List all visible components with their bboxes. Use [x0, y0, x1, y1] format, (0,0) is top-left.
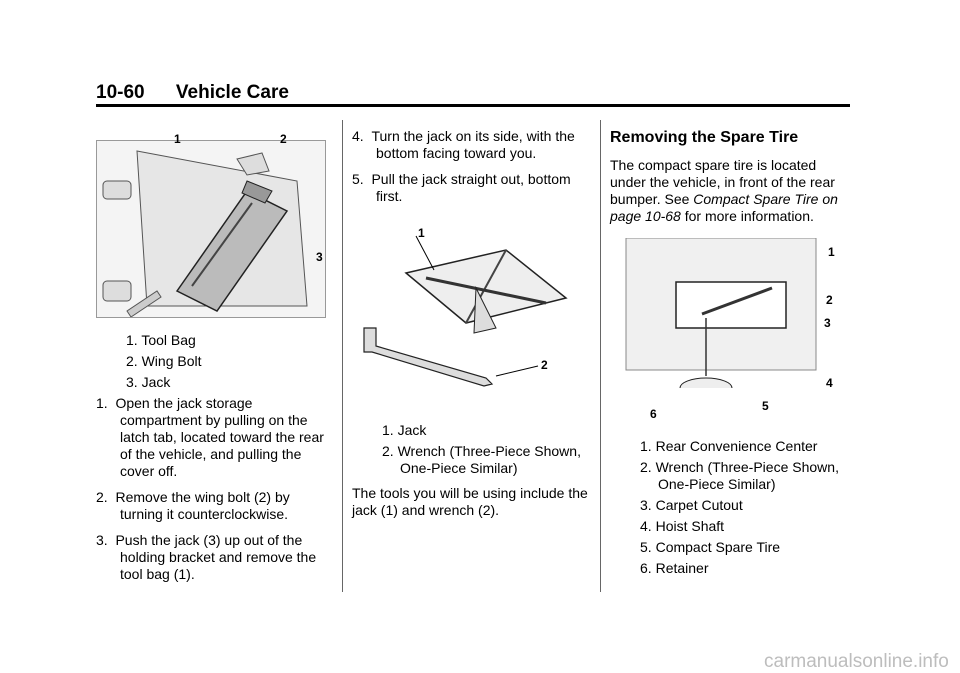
figure-captions	[96, 332, 336, 391]
figure-callout: 2	[826, 293, 833, 307]
page-header	[96, 82, 289, 104]
caption-item: 5. Compact Spare Tire	[640, 539, 781, 555]
column-2-steps	[352, 128, 592, 214]
figure-callout: 1	[828, 245, 835, 259]
watermark: carmanualsonline.info	[764, 651, 949, 672]
step-item: 3. Push the jack (3) up out of the holding bracket and remove the tool bag (1).	[96, 532, 317, 582]
caption-item: 2. Wing Bolt	[126, 353, 202, 369]
cross-reference-link[interactable]: Compact Spare Tire on page 10-68	[610, 191, 838, 224]
caption-item: 1. Jack	[382, 422, 427, 438]
spare-tire-illustration	[622, 238, 820, 388]
step-item: 1. Open the jack storage compartment by pulling on the latch tab, located toward the rear of the vehicle, and pulling the cover off.	[96, 395, 324, 479]
figure-callout: 2	[280, 132, 287, 146]
column-1-text	[96, 332, 336, 592]
column-3-intro	[610, 128, 850, 225]
caption-item: 3. Carpet Cutout	[640, 497, 743, 513]
caption-item: 2. Wrench (Three-Piece Shown, One-Piece Similar)	[382, 443, 581, 476]
column-3-captions	[610, 438, 850, 581]
page-number: 10-60	[96, 82, 145, 103]
caption-item: 6. Retainer	[640, 560, 709, 576]
step-item: 5. Pull the jack straight out, bottom first.	[352, 171, 571, 204]
steps-list	[352, 128, 592, 205]
column-2-text	[352, 422, 592, 519]
caption-item: 1. Rear Convenience Center	[640, 438, 818, 454]
figure-callout: 2	[541, 358, 548, 372]
caption-item: 3. Jack	[126, 374, 171, 390]
jack-storage-illustration	[96, 140, 326, 318]
paragraph: The compact spare tire is located under the vehicle, in front of the rear bumper. See Compact Spare Tire on page 10-68 for more information.	[610, 157, 838, 224]
column-divider-2	[600, 120, 601, 592]
figure-callout: 5	[762, 399, 769, 413]
figure-callout: 6	[650, 407, 657, 421]
caption-item: 1. Tool Bag	[126, 332, 196, 348]
header-rule	[96, 104, 850, 107]
section-heading: Removing the Spare Tire	[610, 129, 799, 146]
jack-and-wrench-illustration	[356, 228, 586, 398]
step-item: 4. Turn the jack on its side, with the bottom facing toward you.	[352, 128, 575, 161]
steps-list	[96, 395, 336, 583]
caption-item: 2. Wrench (Three-Piece Shown, One-Piece Similar)	[640, 459, 839, 492]
paragraph: The tools you will be using include the jack (1) and wrench (2).	[352, 485, 588, 518]
figure-captions	[610, 438, 850, 577]
figure-callout: 3	[824, 316, 831, 330]
section-title: Vehicle Care	[175, 82, 289, 103]
figure-callout: 3	[316, 250, 323, 264]
figure-callout: 1	[418, 226, 425, 240]
figure-callout: 1	[174, 132, 181, 146]
caption-item: 4. Hoist Shaft	[640, 518, 725, 534]
figure-callout: 4	[826, 376, 833, 390]
figure-captions	[352, 422, 592, 477]
column-divider-1	[342, 120, 343, 592]
step-item: 2. Remove the wing bolt (2) by turning it counterclockwise.	[96, 489, 290, 522]
